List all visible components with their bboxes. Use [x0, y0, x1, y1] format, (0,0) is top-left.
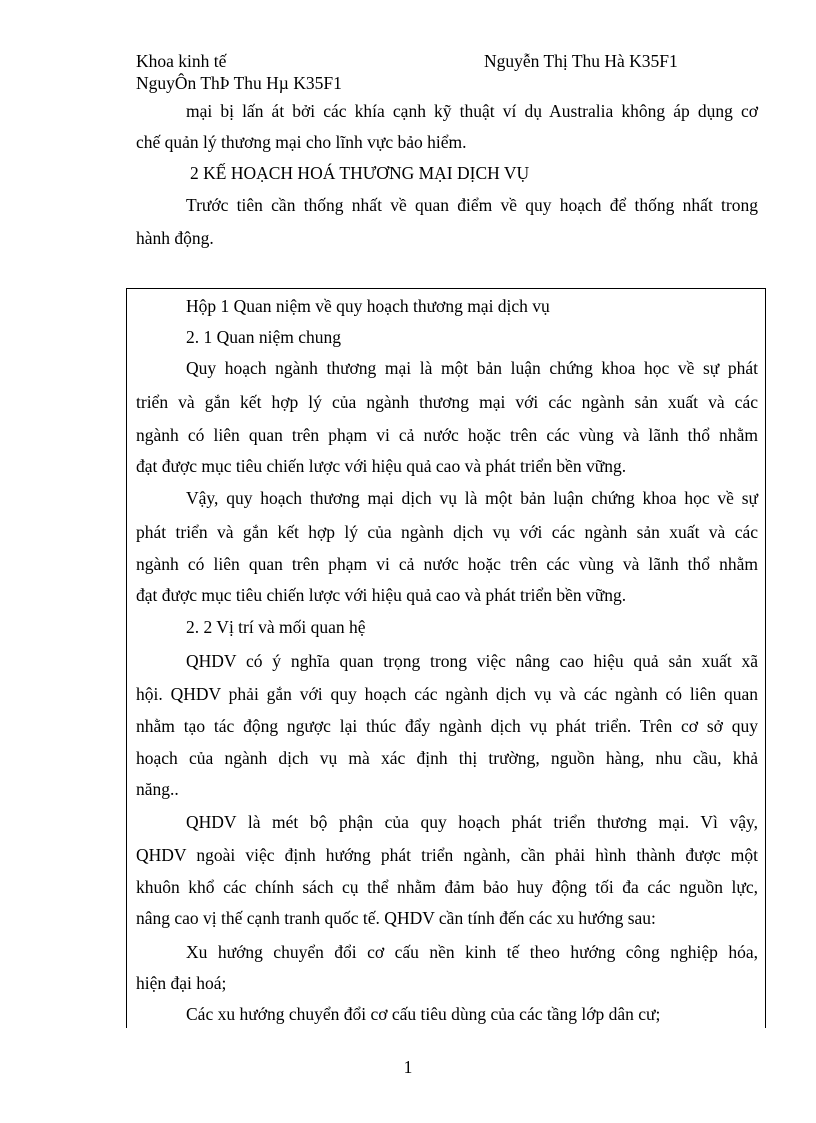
box-p1-line3: ngành có liên quan trên phạm vi cả nước hoặc trên các vùng và lãnh thổ nhằm	[136, 425, 758, 445]
box-p3-line1: QHDV có ý nghĩa quan trọng trong việc nâng cao hiệu quả sản xuất xã	[186, 651, 758, 671]
section-heading: 2 KẾ HOẠCH HOÁ THƯƠNG MẠI DỊCH VỤ	[190, 163, 530, 183]
intro-p2-line2: hành động.	[136, 228, 214, 248]
box-p4-line4: nâng cao vị thế cạnh tranh quốc tế. QHDV cần tính đến các xu hướng sau:	[136, 908, 656, 928]
intro-p1-line2: chế quản lý thương mại cho lĩnh vực bảo hiểm.	[136, 132, 467, 152]
box-p5-line1: Xu hướng chuyển đổi cơ cấu nền kinh tế theo hướng công nghiệp hóa,	[186, 942, 758, 962]
intro-p1-line1: mại bị lấn át bởi các khía cạnh kỹ thuật ví dụ Australia không áp dụng cơ	[186, 101, 758, 121]
box-p3-line4: hoạch của ngành dịch vụ mà xác định thị trường, nguồn hàng, nhu cầu, khả	[136, 748, 758, 768]
page-number: 1	[403, 1057, 413, 1077]
intro-p2-line1: Trước tiên cần thống nhất về quan điểm về quy hoạch để thống nhất trong	[186, 195, 758, 215]
box-p1-line1: Quy hoạch ngành thương mại là một bản luận chứng khoa học về sự phát	[186, 358, 758, 378]
box-p2-line2: phát triển và gắn kết hợp lý của ngành dịch vụ với các ngành sản xuất và các	[136, 522, 758, 542]
box-p3-line3: nhằm tạo tác động ngược lại thúc đẩy ngành dịch vụ phát triển. Trên cơ sở quy	[136, 716, 758, 736]
box-p1-line2: triển và gắn kết hợp lý của ngành thương mại với các ngành sản xuất và các	[136, 392, 758, 412]
box-p5-line2: hiện đại hoá;	[136, 973, 227, 993]
box-p4-line3: khuôn khổ các chính sách cụ thể nhằm đảm bảo huy động tối đa các nguồn lực,	[136, 877, 758, 897]
box-p1-line4: đạt được mục tiêu chiến lược với hiệu quả cao và phát triển bền vững.	[136, 456, 627, 476]
box-p4-line1: QHDV là mét bộ phận của quy hoạch phát triển thương mại. Vì vậy,	[186, 812, 758, 832]
box-p2-line3: ngành có liên quan trên phạm vi cả nước hoặc trên các vùng và lãnh thổ nhằm	[136, 554, 758, 574]
box-p6-line1: Các xu hướng chuyển đổi cơ cấu tiêu dùng của các tầng lớp dân cư;	[186, 1004, 661, 1024]
box-p2-line1: Vậy, quy hoạch thương mại dịch vụ là một bản luận chứng khoa học về sự	[186, 488, 758, 508]
box-subheading-2: 2. 2 Vị trí và mối quan hệ	[186, 617, 366, 637]
box-p3-line2: hội. QHDV phải gắn với quy hoạch các ngành dịch vụ và các ngành có liên quan	[136, 684, 758, 704]
box-p4-line2: QHDV ngoài việc định hướng phát triển ngành, cần phải hình thành được một	[136, 845, 758, 865]
box-subheading-1: 2. 1 Quan niệm chung	[186, 327, 342, 347]
header-author-legacy-font: NguyÔn ThÞ Thu Hµ K35F1	[136, 73, 342, 93]
box-p3-line5: năng..	[136, 779, 179, 799]
box-p2-line4: đạt được mục tiêu chiến lược với hiệu quả cao và phát triển bền vững.	[136, 585, 627, 605]
box-title: Hộp 1 Quan niệm về quy hoạch thương mại dịch vụ	[186, 296, 550, 316]
header-author: Nguyễn Thị Thu Hà K35F1	[484, 51, 678, 71]
header-faculty: Khoa kinh tế	[136, 51, 227, 71]
